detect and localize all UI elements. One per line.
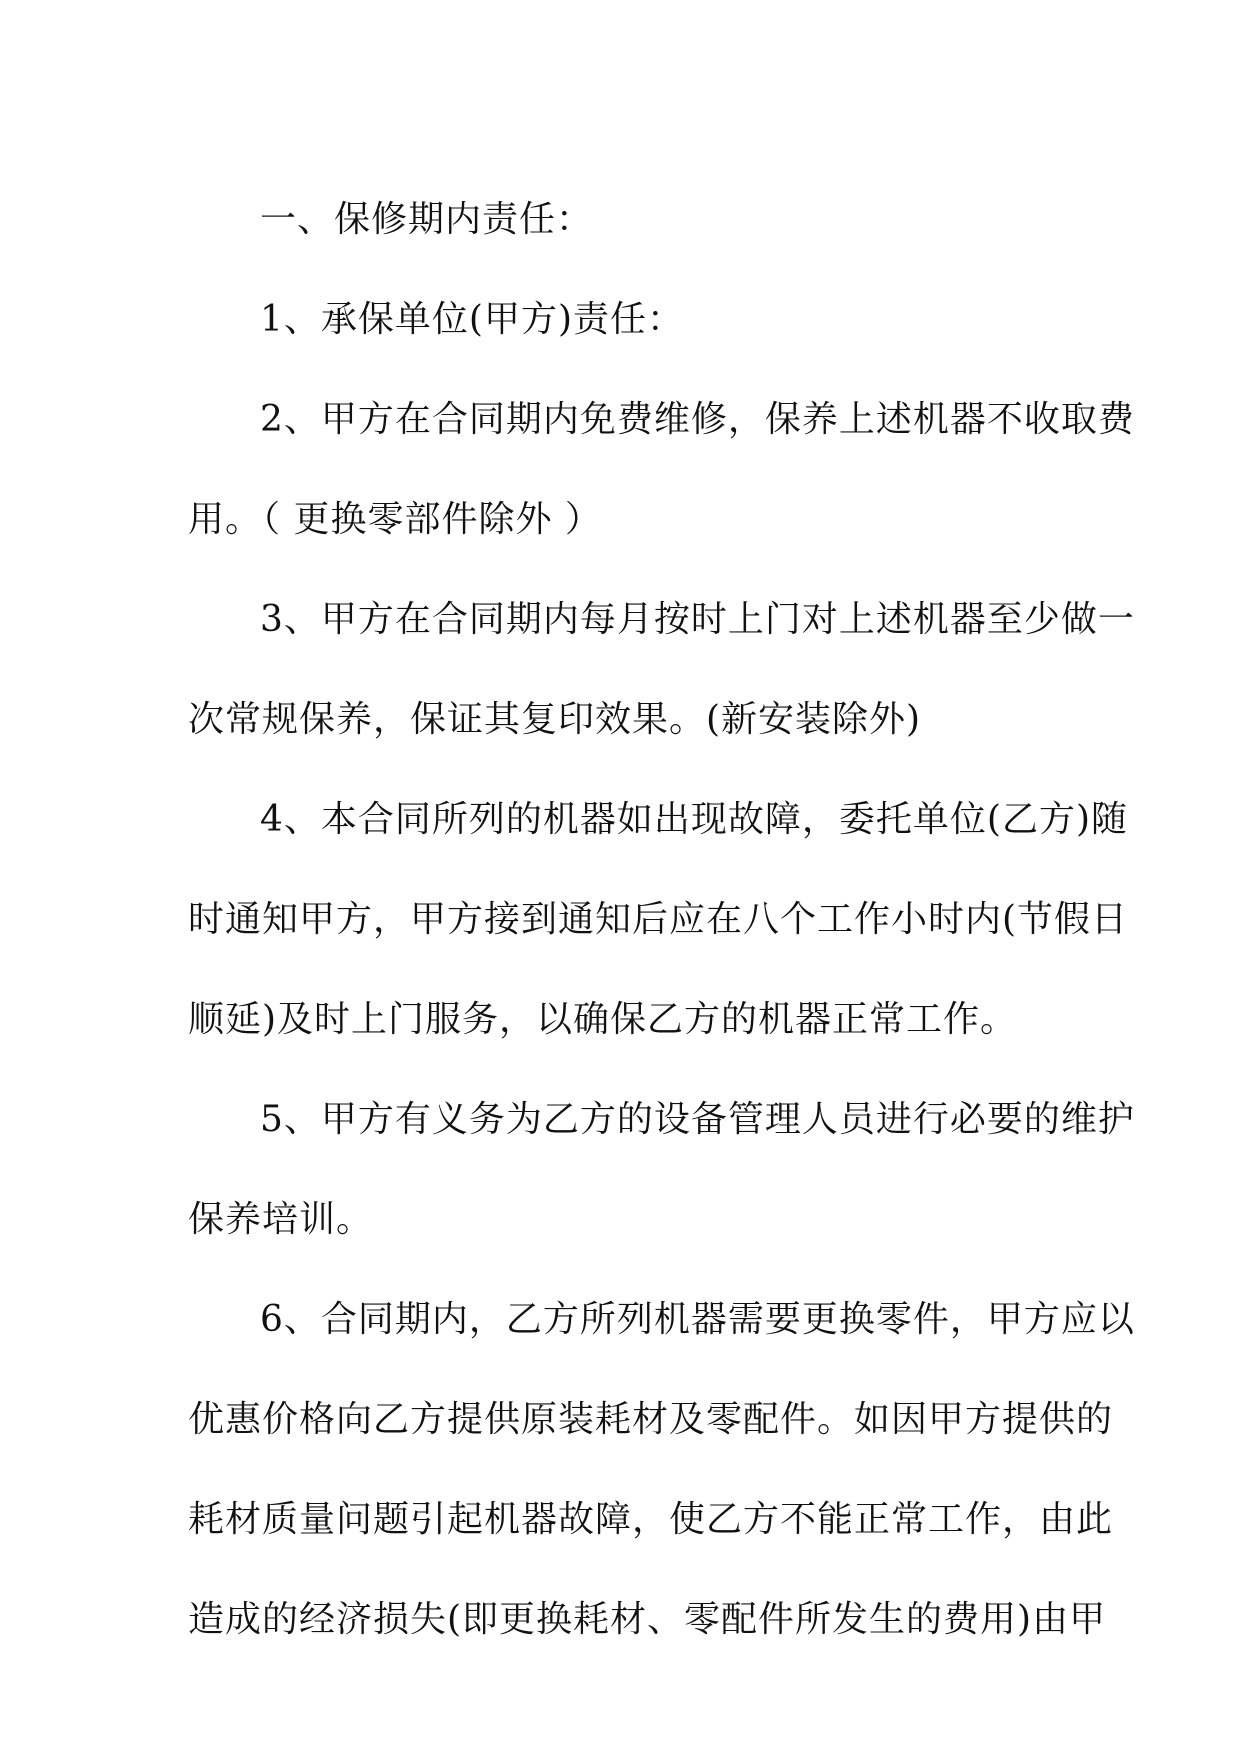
clause-2-line-2: 用。（ 更换零部件除外 ） [188,499,602,540]
clause-3-line-2: 次常规保养，保证其复印效果。(新安装除外) [188,699,922,740]
section-heading: 一、保修期内责任： [260,199,594,240]
clause-6-line-4: 造成的经济损失(即更换耗材、零配件所发生的费用)由甲 [188,1599,1107,1640]
clause-6-line-3: 耗材质量问题引起机器故障，使乙方不能正常工作，由此 [188,1499,1114,1540]
clause-2-line-1: 2、甲方在合同期内免费维修，保养上述机器不收取费 [260,399,1135,440]
clause-4-line-3: 顺延)及时上门服务，以确保乙方的机器正常工作。 [188,999,1018,1040]
clause-4-line-1: 4、本合同所列的机器如出现故障，委托单位(乙方)随 [260,799,1128,840]
clause-6-line-2: 优惠价格向乙方提供原装耗材及零配件。如因甲方提供的 [188,1399,1114,1440]
clause-6-line-1: 6、合同期内，乙方所列机器需要更换零件，甲方应以 [260,1299,1135,1340]
clause-5-line-1: 5、甲方有义务为乙方的设备管理人员进行必要的维护 [260,1099,1135,1140]
clause-1: 1、承保单位(甲方)责任： [260,299,684,340]
clause-5-line-2: 保养培训。 [188,1199,374,1240]
document-body [188,170,1135,1670]
clause-4-line-2: 时通知甲方，甲方接到通知后应在八个工作小时内(节假日 [188,899,1129,940]
clause-3-line-1: 3、甲方在合同期内每月按时上门对上述机器至少做一 [260,599,1135,640]
